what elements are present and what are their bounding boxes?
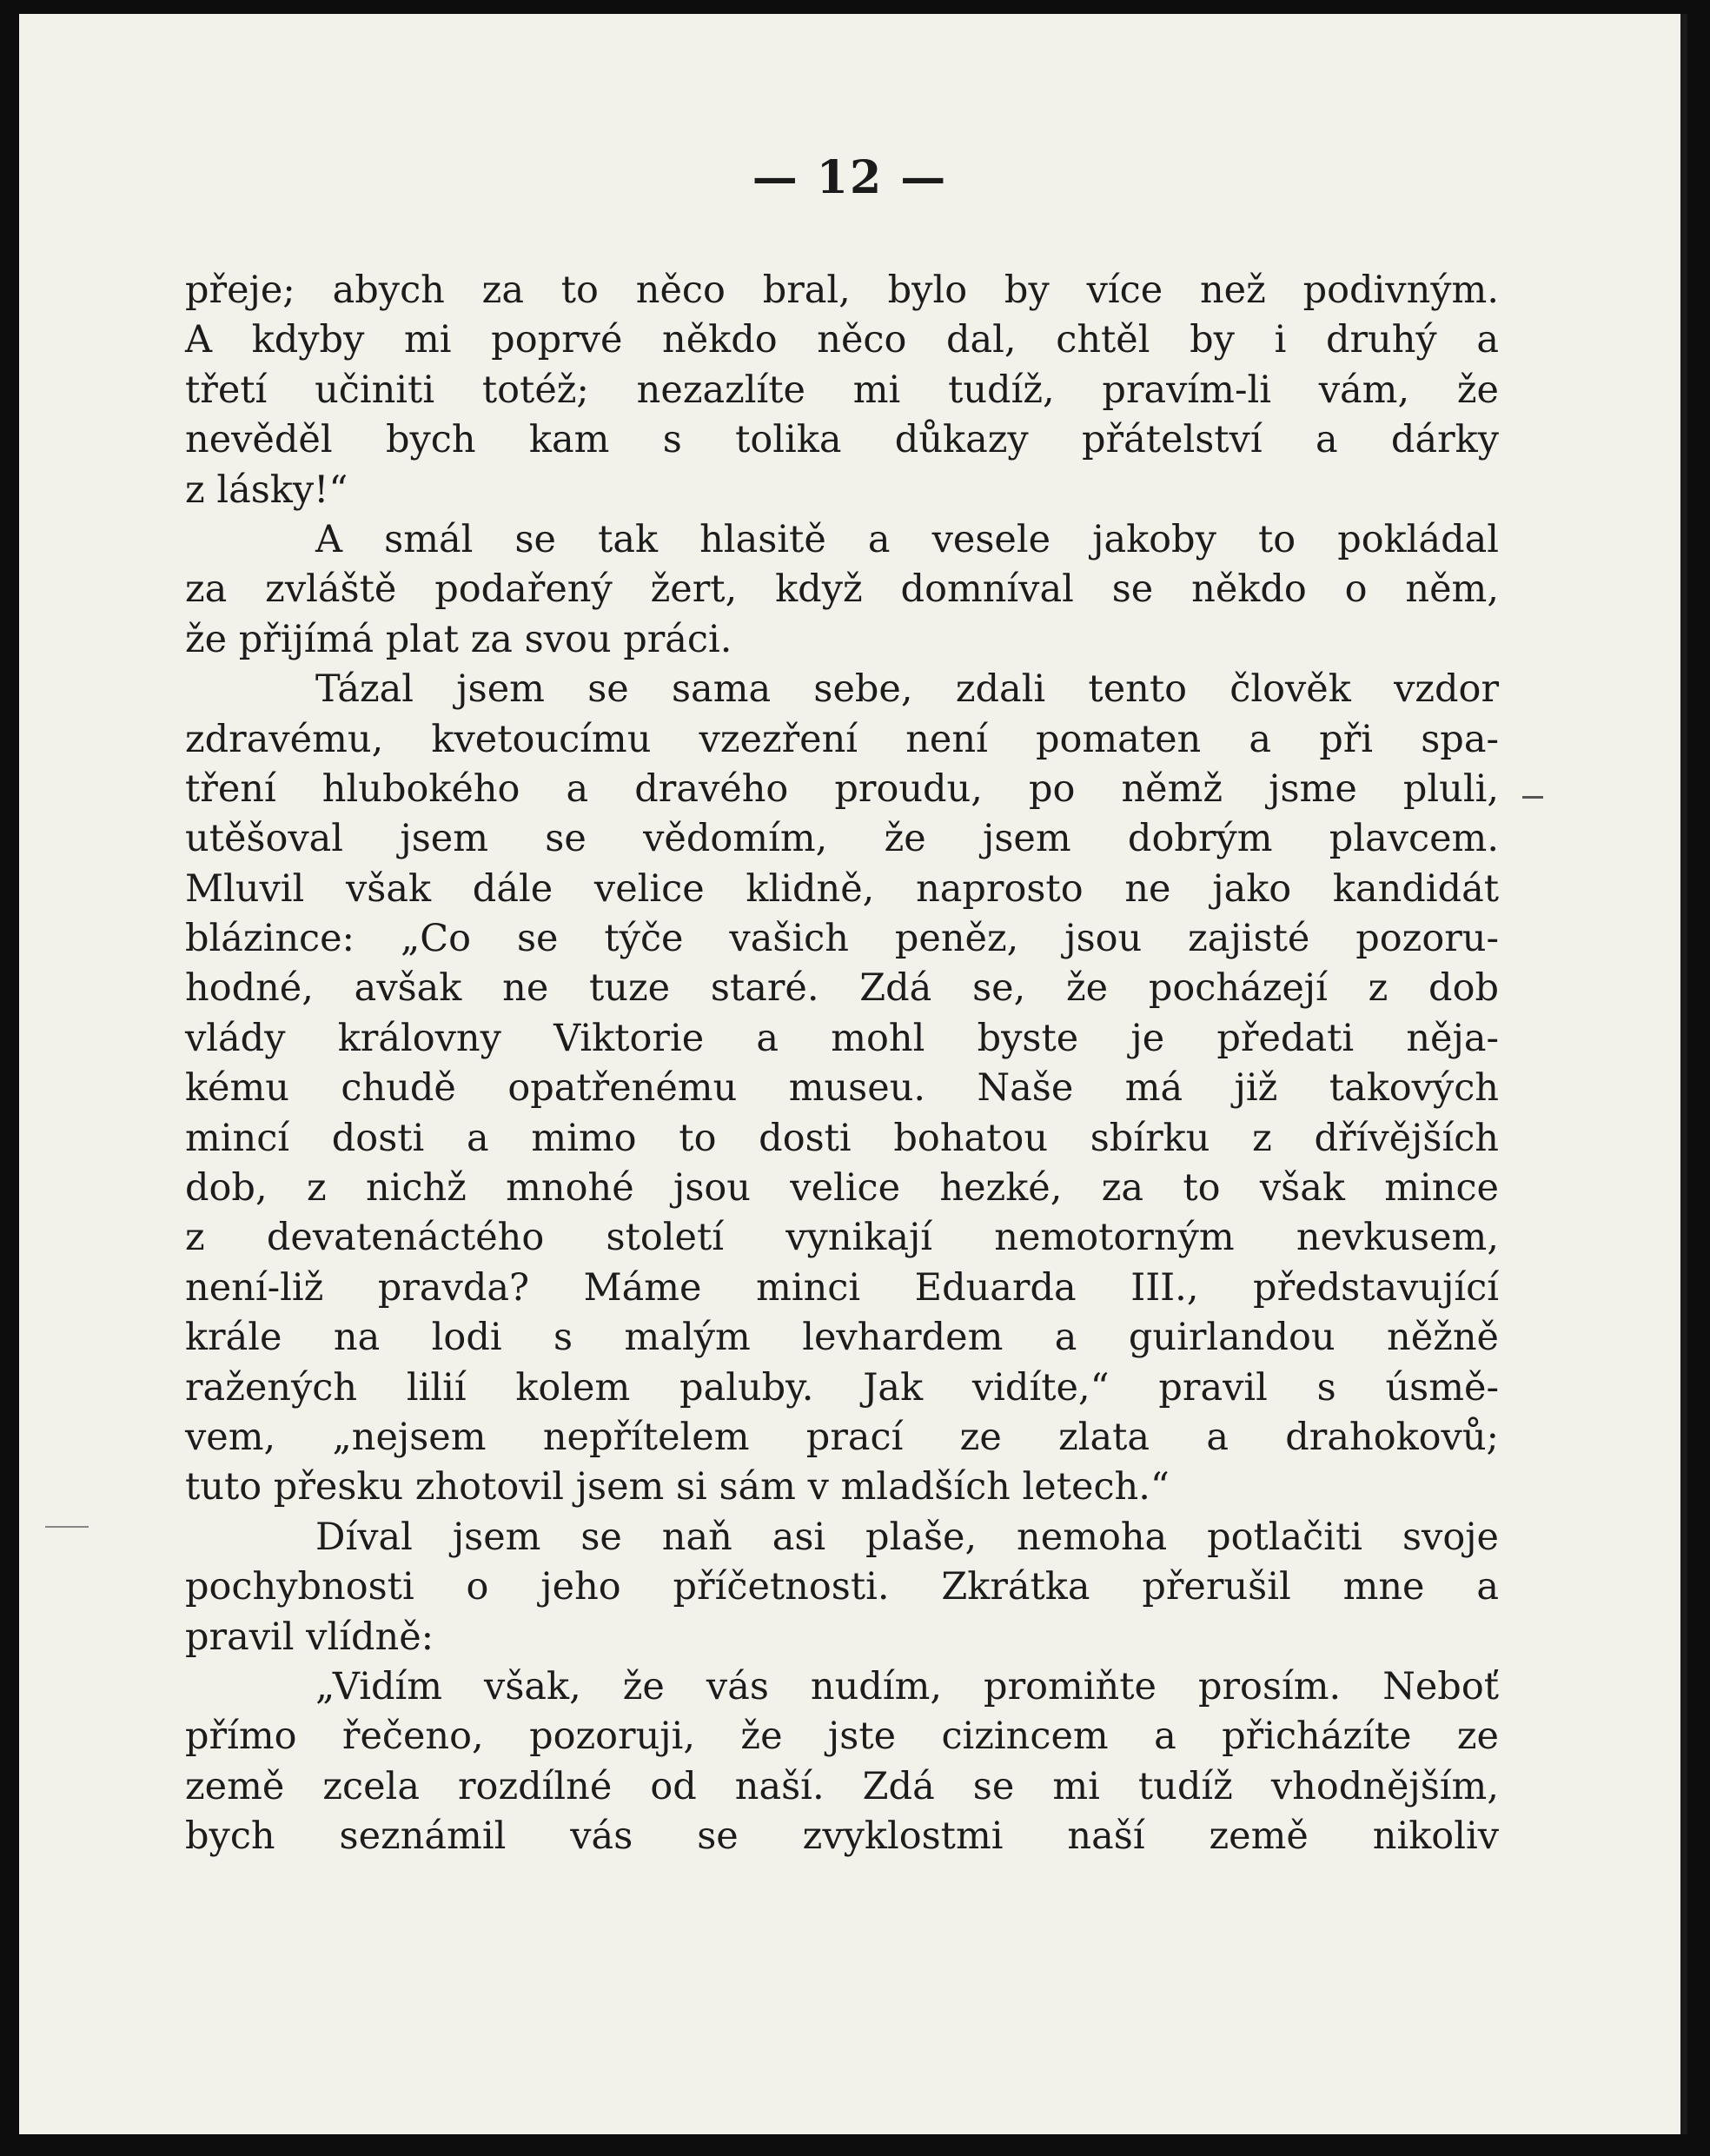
text-line: není-liž pravda? Máme minci Eduarda III., představující <box>185 1265 1499 1310</box>
text-line: A kdyby mi poprvé někdo něco dal, chtěl by i druhý a <box>185 318 1499 362</box>
text-line: utěšoval jsem se vědomím, že jsem dobrým plavcem. <box>185 817 1499 861</box>
text-line: hodné, avšak ne tuze staré. Zdá se, že pocházejí z dob <box>185 966 1499 1011</box>
text-line: země zcela rozdílné od naší. Zdá se mi tudíž vhodnějším, <box>185 1764 1499 1808</box>
text-line: dob, z nichž mnohé jsou velice hezké, za to však mince <box>185 1166 1499 1211</box>
text-line: třetí učiniti totéž; nezazlíte mi tudíž, pravím-li vám, že <box>185 368 1499 412</box>
text-line: ražených lilií kolem paluby. Jak vidíte,“ pravil s úsmě- <box>185 1365 1499 1410</box>
text-line: blázince: „Co se týče vašich peněz, jsou zajisté pozoru- <box>185 917 1499 961</box>
text-line: Mluvil však dále velice klidně, naprosto ne jako kandidát <box>185 866 1499 911</box>
text-line: zdravému, kvetoucímu vzezření není pomaten a při spa- <box>185 717 1499 761</box>
paragraph-start-line: Tázal jsem se sama sebe, zdali tento člověk vzdor <box>315 667 1499 712</box>
paragraph-start-line: A smál se tak hlasitě a vesele jakoby to pokládal <box>315 517 1499 561</box>
paragraph-start-line: Díval jsem se naň asi plaše, nemoha potlačiti svoje <box>315 1515 1499 1559</box>
margin-mark <box>1522 796 1543 799</box>
text-line: pochybnosti o jeho příčetnosti. Zkrátka přerušil mne a <box>185 1565 1499 1609</box>
text-line: tření hlubokého a dravého proudu, po němž jsme pluli, <box>185 766 1499 811</box>
text-line: tuto přesku zhotovil jsem si sám v mladších letech.“ <box>185 1465 1170 1509</box>
body-text <box>185 266 1499 1862</box>
page-number: — 12 — <box>752 151 948 204</box>
text-line: z devatenáctého století vynikají nemotorným nevkusem, <box>185 1216 1499 1260</box>
text-line: že přijímá plat za svou práci. <box>185 617 732 661</box>
text-line: kému chudě opatřenému museu. Naše má již takových <box>185 1066 1499 1111</box>
margin-mark <box>45 1526 89 1528</box>
text-line: vem, „nejsem nepřítelem prací ze zlata a drahokovů; <box>185 1415 1499 1459</box>
text-line: krále na lodi s malým levhardem a guirlandou něžně <box>185 1316 1499 1360</box>
text-line: pravil vlídně: <box>185 1615 434 1659</box>
paragraph-start-line: „Vidím však, že vás nudím, promiňte prosím. Neboť <box>315 1664 1499 1708</box>
text-line: nevěděl bych kam s tolika důkazy přátelství a dárky <box>185 418 1499 462</box>
text-line: vlády královny Viktorie a mohl byste je předati něja- <box>185 1016 1499 1060</box>
text-line: přímo řečeno, pozoruji, že jste cizincem a přicházíte ze <box>185 1715 1499 1759</box>
text-line: z lásky!“ <box>185 468 348 512</box>
text-line: mincí dosti a mimo to dosti bohatou sbírku z dřívějších <box>185 1116 1499 1160</box>
text-line: za zvláště podařený žert, když domníval se někdo o něm, <box>185 567 1499 612</box>
book-page <box>19 14 1687 2134</box>
text-line: přeje; abych za to něco bral, bylo by více než podivným. <box>185 269 1499 312</box>
text-line: bych seznámil vás se zvyklostmi naší země nikoliv <box>185 1814 1499 1859</box>
